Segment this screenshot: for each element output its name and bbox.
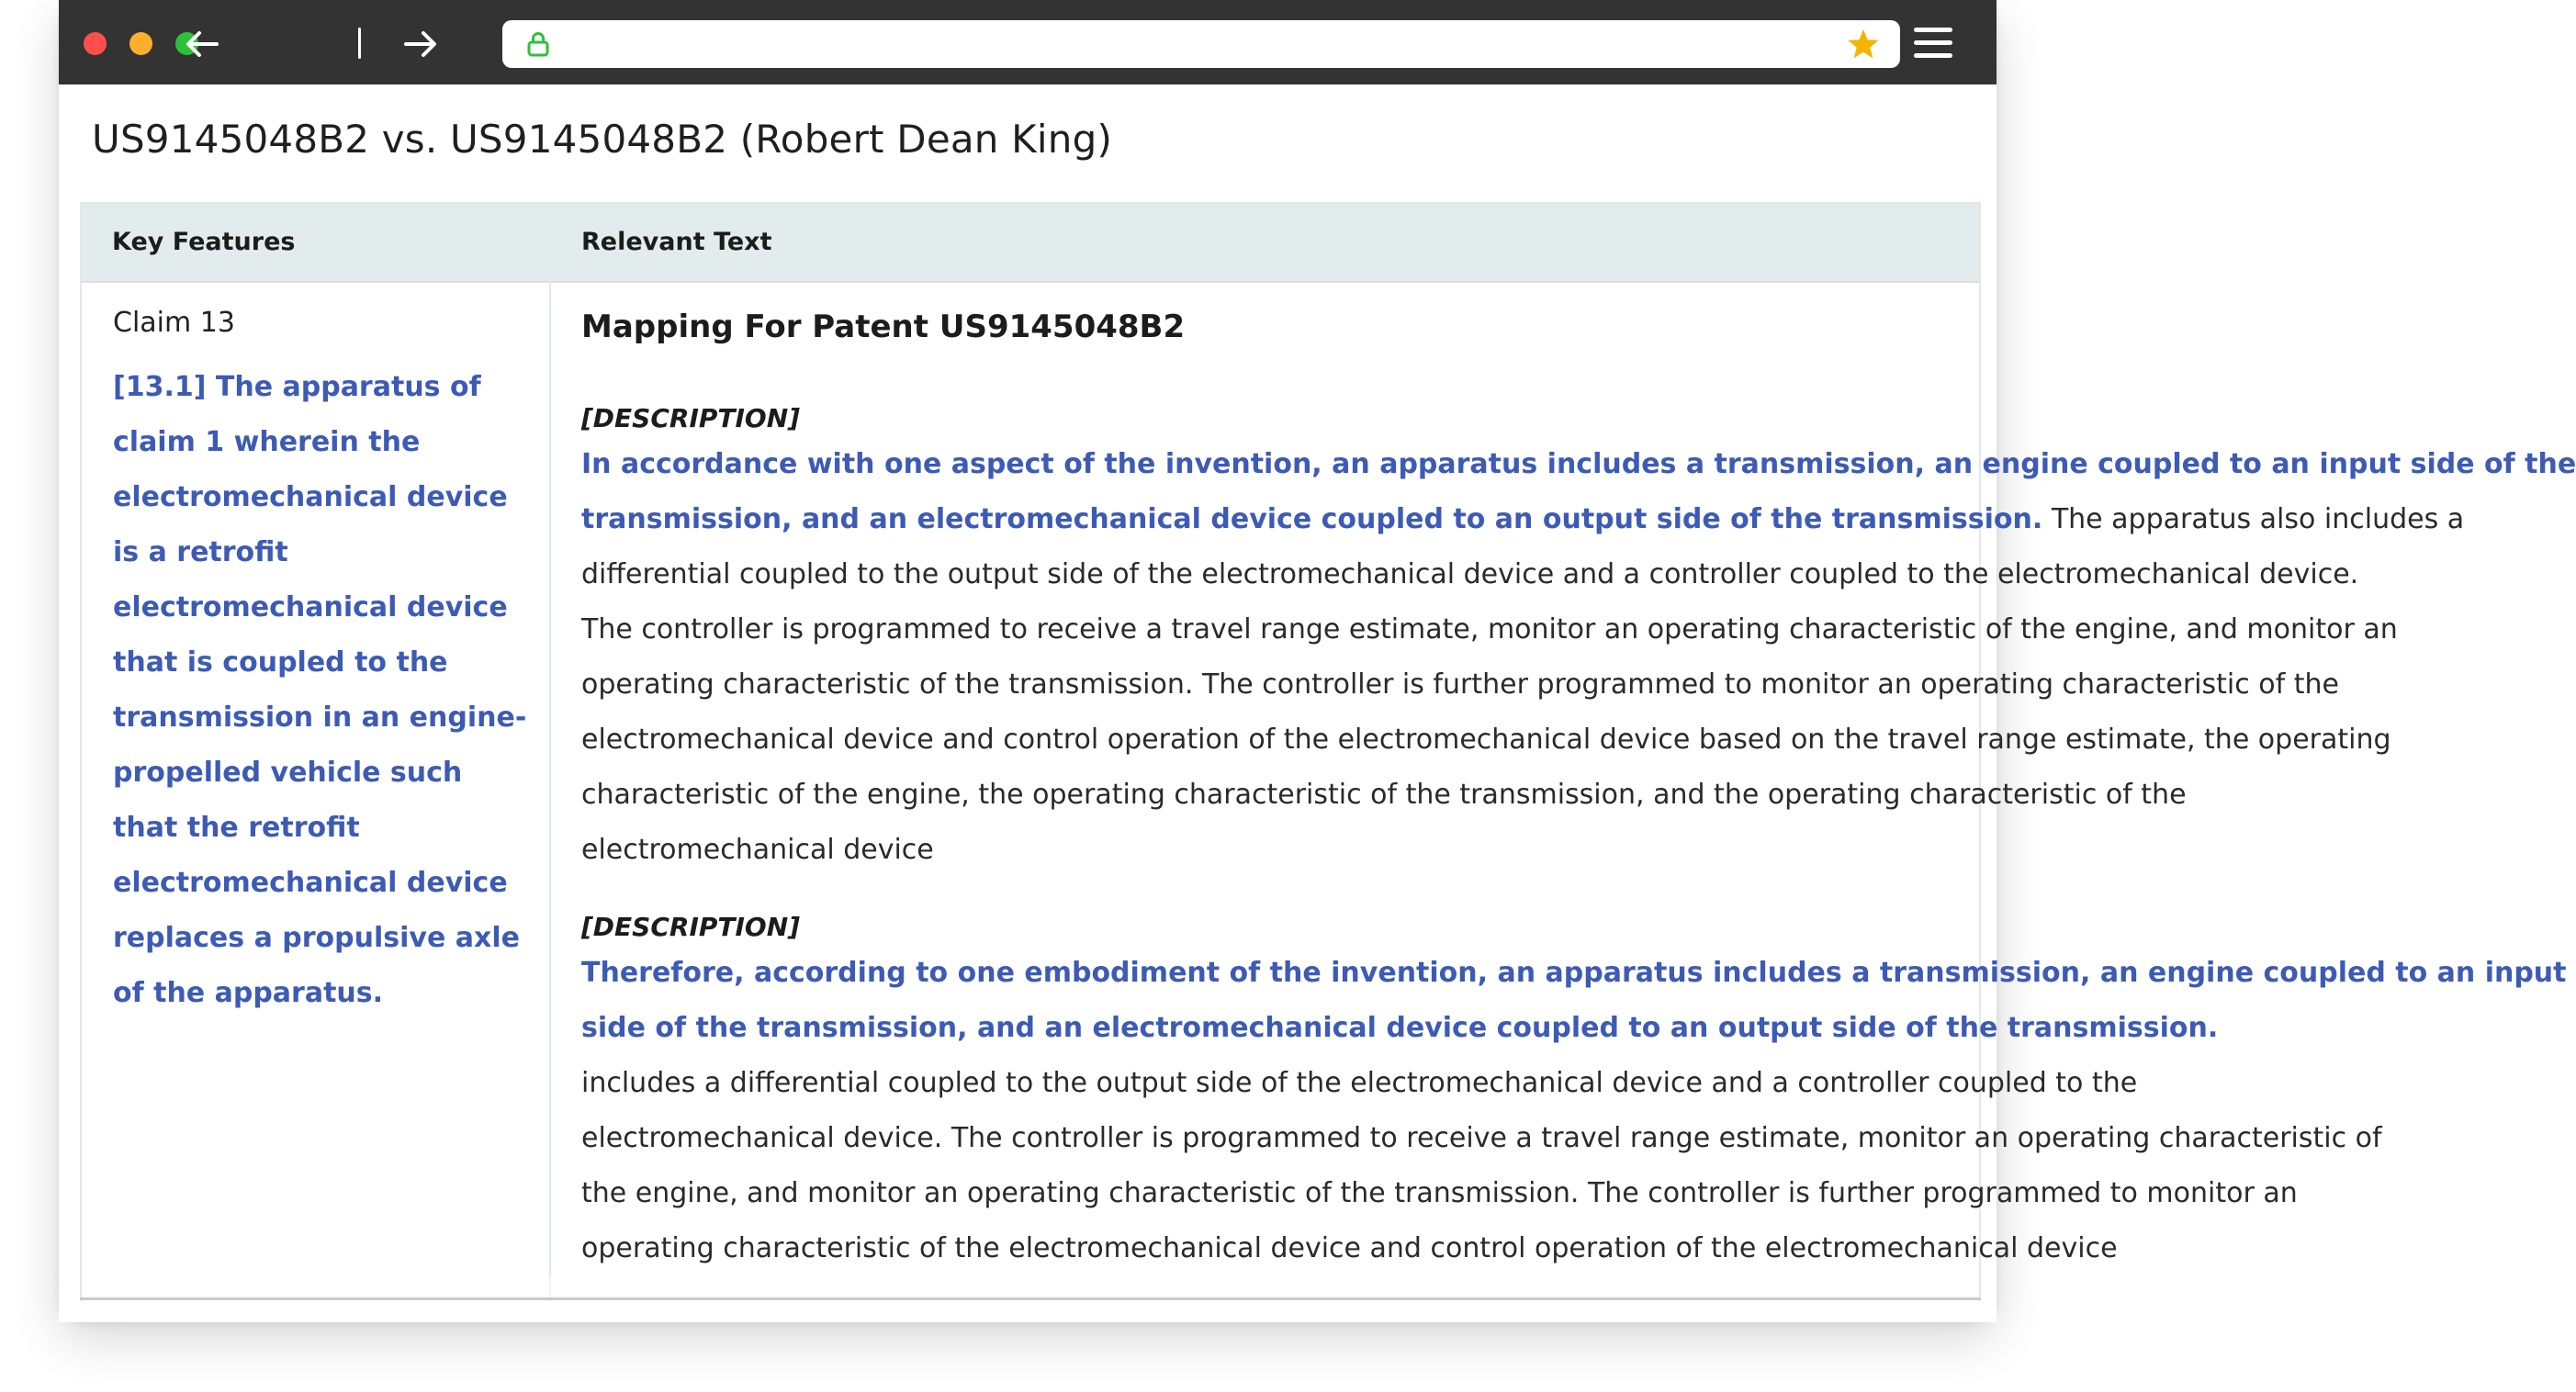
arrow-right-icon — [400, 24, 441, 64]
nav-separator — [358, 28, 361, 59]
description-label: [DESCRIPTION] — [581, 403, 800, 433]
arrow-left-icon — [182, 24, 222, 64]
column-header-relevant-text: Relevant Text — [581, 228, 772, 256]
lock-icon — [526, 31, 550, 57]
text-line: characteristic of the engine, the operating characteristic of the transmission, and the operating characteristic of the — [581, 779, 2187, 811]
page-title: US9145048B2 vs. US9145048B2 (Robert Dean King) — [92, 117, 1113, 162]
description-section — [581, 400, 2576, 878]
hamburger-menu-icon[interactable] — [1914, 28, 1952, 59]
column-divider — [549, 204, 551, 1301]
text-line: includes a differential coupled to the output side of the electromechanical device and a controller coupled to the — [581, 1067, 2138, 1099]
browser-window — [59, 0, 2576, 1322]
relevant-text-cell — [581, 305, 2576, 1276]
bookmark-star-icon[interactable] — [1847, 28, 1880, 60]
address-bar[interactable] — [502, 20, 1900, 68]
text-line: electromechanical device. The controller is programmed to receive a travel range estimate, monitor an operating characteristic of — [581, 1122, 2382, 1154]
description-label: [DESCRIPTION] — [581, 912, 800, 942]
text-line: the engine, and monitor an operating characteristic of the transmission. The controller is further programmed to monitor an — [581, 1177, 2298, 1209]
scroll-fade — [528, 1276, 1961, 1298]
comparison-table — [80, 202, 2576, 1301]
text-line: transmission, and an electromechanical device coupled to an output side of the transmission. The apparatus also includes a — [581, 503, 2465, 535]
description-section — [581, 909, 2567, 1276]
page-content — [59, 84, 2576, 1322]
browser-toolbar — [59, 0, 1997, 84]
text-line: Therefore, according to one embodiment of the invention, an apparatus includes a transmission, an engine coupled to an input — [581, 957, 2567, 989]
claim-label: Claim 13 — [113, 307, 235, 339]
scroll-boundary — [80, 1297, 1981, 1300]
minimize-window-button[interactable] — [129, 32, 152, 55]
text-line: operating characteristic of the transmission. The controller is further programmed to monitor an operating characteristic of the — [581, 668, 2339, 701]
text-line: The controller is programmed to receive a travel range estimate, monitor an operating characteristic of the engine, and monitor an — [581, 613, 2398, 645]
key-features-cell — [113, 305, 531, 1021]
claim-text[interactable]: [13.1] The apparatus of claim 1 wherein the electromechanical device is a retrofit electromechanical device that is coupled to the transmission in an engine-propelled vehicle such that the retrofit electromechanical device replaces a propulsive axle of the apparatus. — [113, 371, 527, 1009]
text-line: operating characteristic of the electromechanical device and control operation of the electromechanical device — [581, 1232, 2118, 1264]
table-header — [82, 204, 1979, 283]
back-button[interactable] — [182, 24, 222, 64]
text-line: side of the transmission, and an electromechanical device coupled to an output side of the transmission. — [581, 1012, 2219, 1044]
mapping-title: Mapping For Patent US9145048B2 — [581, 309, 1186, 345]
close-window-button[interactable] — [84, 32, 107, 55]
forward-button[interactable] — [400, 24, 441, 64]
text-line: In accordance with one aspect of the invention, an apparatus includes a transmission, an engine coupled to an input side of the — [581, 448, 2576, 480]
text-line: electromechanical device and control operation of the electromechanical device based on the travel range estimate, the operating — [581, 724, 2391, 756]
text-line: electromechanical device — [581, 834, 934, 866]
column-header-key-features: Key Features — [112, 228, 296, 256]
text-line: differential coupled to the output side of the electromechanical device and a controller coupled to the electromechanical device. — [581, 558, 2359, 590]
